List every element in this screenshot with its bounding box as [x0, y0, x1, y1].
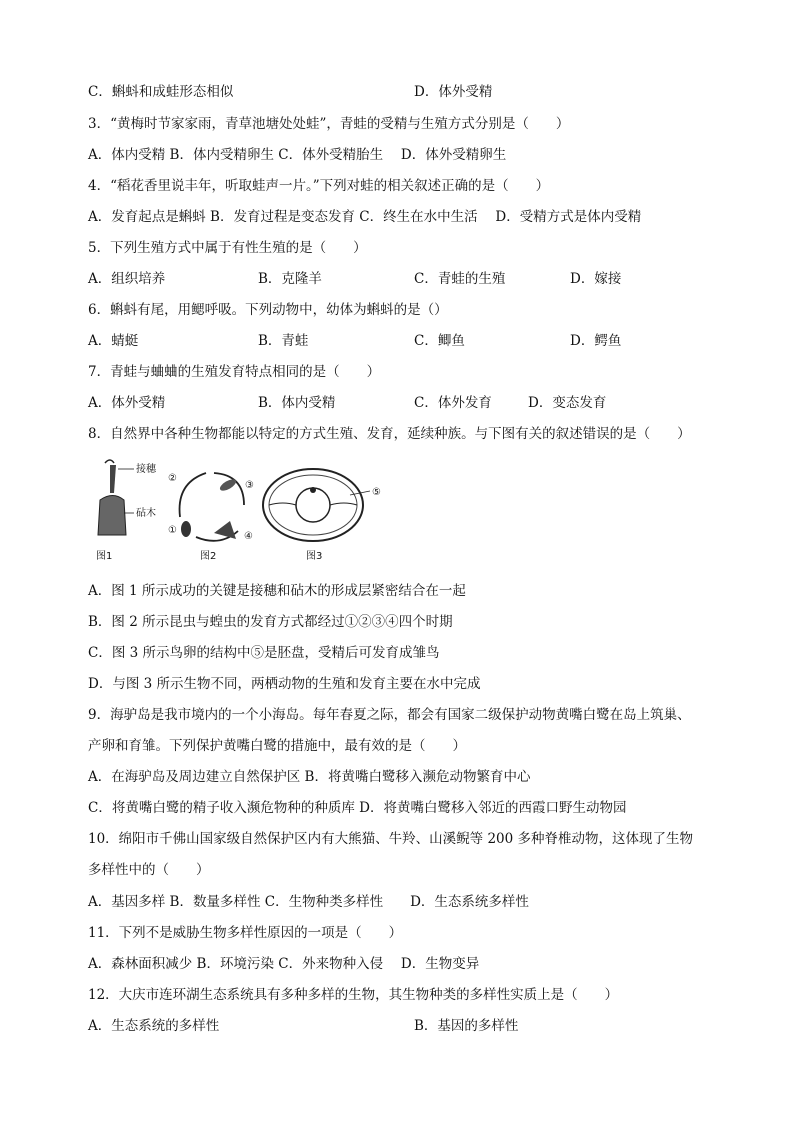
q10-options: A．基因多样 B．数量多样性 C．生物种类多样性 D．生态系统多样性 [88, 894, 529, 910]
fig2-caption: 图2 [200, 551, 217, 562]
q5-b: B．克隆羊 [258, 271, 322, 287]
q5-a: A．组织培养 [88, 271, 166, 287]
q5-d: D．嫁接 [570, 271, 622, 287]
egg-shape [181, 521, 191, 537]
q4-options: A．发育起点是蝌蚪 B．发育过程是变态发育 C．终生在水中生活 D．受精方式是体内受精 [88, 209, 642, 225]
q10: 10．绵阳市千佛山国家级自然保护区内有大熊猫、牛羚、山溪鲵等 200 多种脊椎动物，这体现了生物 [88, 831, 694, 847]
q3-options: A．体内受精 B．体内受精卵生 C．体外受精胎生 D．体外受精卵生 [88, 147, 507, 163]
q4: 4．“稻花香里说丰年，听取蛙声一片。”下列对蛙的相关叙述正确的是（ ） [88, 178, 550, 194]
chalaza-right [330, 503, 357, 505]
num-3: ③ [245, 480, 254, 491]
q3: 3．“黄梅时节家家雨，青草池塘处处蛙”，青蛙的受精与生殖方式分别是（ ） [88, 116, 570, 132]
q7-d: D．变态发育 [528, 395, 607, 411]
q8: 8．自然界中各种生物都能以特定的方式生殖、发育，延续种族。与下图有关的叙述错误的是（ ） [88, 426, 691, 442]
q10-cont: 多样性中的（ ） [88, 862, 210, 878]
q8-a: A．图 1 所示成功的关键是接穗和砧木的形成层紧密结合在一起 [88, 583, 466, 599]
label-scion: 接穗 [136, 464, 156, 475]
yolk [296, 488, 330, 522]
q8-figure [88, 455, 388, 567]
q7-a: A．体外受精 [88, 395, 166, 411]
q12-a: A．生态系统的多样性 [88, 1018, 220, 1034]
q8-figure-svg [88, 455, 388, 567]
q7: 7．青蛙与蛐蛐的生殖发育特点相同的是（ ） [88, 364, 381, 380]
arrow-1-2 [180, 473, 206, 517]
q9-options-1: A．在海驴岛及周边建立自然保护区 B．将黄嘴白鹭移入濒危动物繁育中心 [88, 769, 531, 785]
label-stock: 砧木 [136, 508, 156, 519]
q11: 11．下列不是威胁生物多样性原因的一项是（ ） [88, 925, 403, 941]
q7-c: C．体外发育 [414, 395, 492, 411]
q5: 5．下列生殖方式中属于有性生殖的是（ ） [88, 240, 367, 256]
q6: 6．蝌蚪有尾，用鳃呼吸。下列动物中，幼体为蝌蚪的是（） [88, 302, 448, 318]
fig1-caption: 图1 [96, 551, 113, 562]
q6-c: C．鲫鱼 [414, 333, 465, 349]
q8-b: B．图 2 所示昆虫与蝗虫的发育方式都经过①②③④四个时期 [88, 614, 453, 630]
q12-b: B．基因的多样性 [414, 1018, 519, 1034]
q11-options: A．森林面积减少 B．环境污染 C．外来物种入侵 D．生物变异 [88, 956, 480, 972]
num-5: ⑤ [372, 487, 381, 498]
figure3-egg [263, 469, 381, 562]
q6-b: B．青蛙 [258, 333, 309, 349]
q6-d: D．鳄鱼 [570, 333, 622, 349]
q7-b: B．体内受精 [258, 395, 336, 411]
chalaza-left [269, 503, 296, 505]
q9-options-2: C．将黄嘴白鹭的精子收入濒危物种的种质库 D．将黄嘴白鹭移入邻近的西霞口野生动物园 [88, 800, 627, 816]
figure1-grafting [96, 460, 157, 562]
q8-d: D．与图 3 所示生物不同，两栖动物的生殖和发育主要在水中完成 [88, 676, 481, 692]
num-1: ① [168, 525, 177, 536]
l1a: C．蝌蚪和成蛙形态相似 [88, 84, 234, 100]
q12: 12．大庆市连环湖生态系统具有多种多样的生物，其生物种类的多样性实质上是（ ） [88, 987, 619, 1003]
figure2-lifecycle [168, 473, 254, 562]
adult-shape [214, 521, 236, 539]
q8-c: C．图 3 所示鸟卵的结构中⑤是胚盘，受精后可发育成雏鸟 [88, 645, 440, 661]
l1b: D．体外受精 [414, 84, 493, 100]
num-2: ② [168, 473, 177, 484]
q5-c: C．青蛙的生殖 [414, 271, 506, 287]
num-4: ④ [244, 531, 253, 542]
q9-cont: 产卵和育雏。下列保护黄嘴白鹭的措施中，最有效的是（ ） [88, 738, 466, 754]
q9: 9．海驴岛是我市境内的一个小海岛。每年春夏之际，都会有国家二级保护动物黄嘴白鹭在岛上筑巢、 [88, 707, 691, 723]
scion-bud [105, 460, 114, 463]
stock-shape [98, 496, 126, 536]
scion-shape [110, 465, 116, 493]
fig3-caption: 图3 [306, 551, 323, 562]
germinal-disc [310, 487, 316, 493]
q6-a: A．蜻蜓 [88, 333, 139, 349]
